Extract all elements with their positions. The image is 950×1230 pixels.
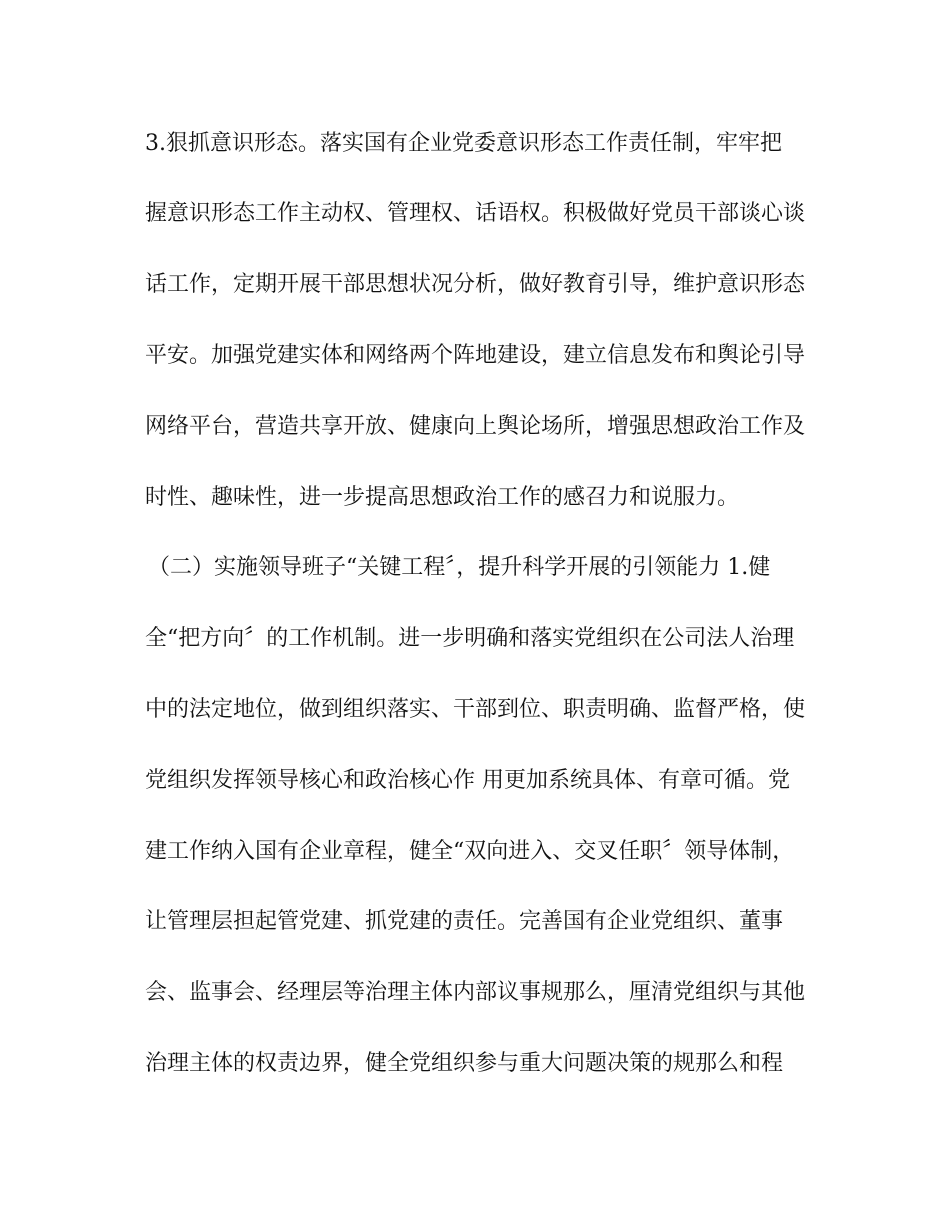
text-line-2: 握意识形态工作主动权、管理权、话语权。积极做好党员干部谈心谈 [145, 201, 806, 226]
section-heading-line: （二）实施领导班子“关键工程〞，提升科学开展的引领能力 1.健 [148, 555, 771, 580]
text-line-14: 治理主体的权责边界，健全党组织参与重大问题决策的规那么和程 [145, 1051, 784, 1076]
text-line-3: 话工作，定期开展干部思想状况分析，做好教育引导，维护意识形态 [145, 272, 806, 297]
text-line-4: 平安。加强党建实体和网络两个阵地建设，建立信息发布和舆论引导 [145, 343, 806, 368]
text-line-10: 党组织发挥领导核心和政治核心作 用更加系统具体、有章可循。党 [145, 768, 790, 793]
text-line-5: 网络平台，营造共享开放、健康向上舆论场所，增强思想政治工作及 [145, 414, 806, 439]
text-line-1: 3.狠抓意识形态。落实国有企业党委意识形态工作责任制，牢牢把 [145, 131, 782, 156]
text-line-8: 全“把方向〞的工作机制。进一步明确和落实党组织在公司法人治理 [145, 626, 795, 651]
text-line-13: 会、监事会、经理层等治理主体内部议事规那么，厘清党组织与其他 [145, 980, 806, 1005]
text-line-6: 时性、趣味性，进一步提高思想政治工作的感召力和说服力。 [145, 485, 740, 510]
text-line-11: 建工作纳入国有企业章程，健全“双向进入、交叉任职〞领导体制， [145, 839, 795, 864]
text-line-9: 中的法定地位，做到组织落实、干部到位、职责明确、监督严格，使 [145, 697, 806, 722]
text-line-12: 让管理层担起管党建、抓党建的责任。完善国有企业党组织、董事 [145, 909, 784, 934]
